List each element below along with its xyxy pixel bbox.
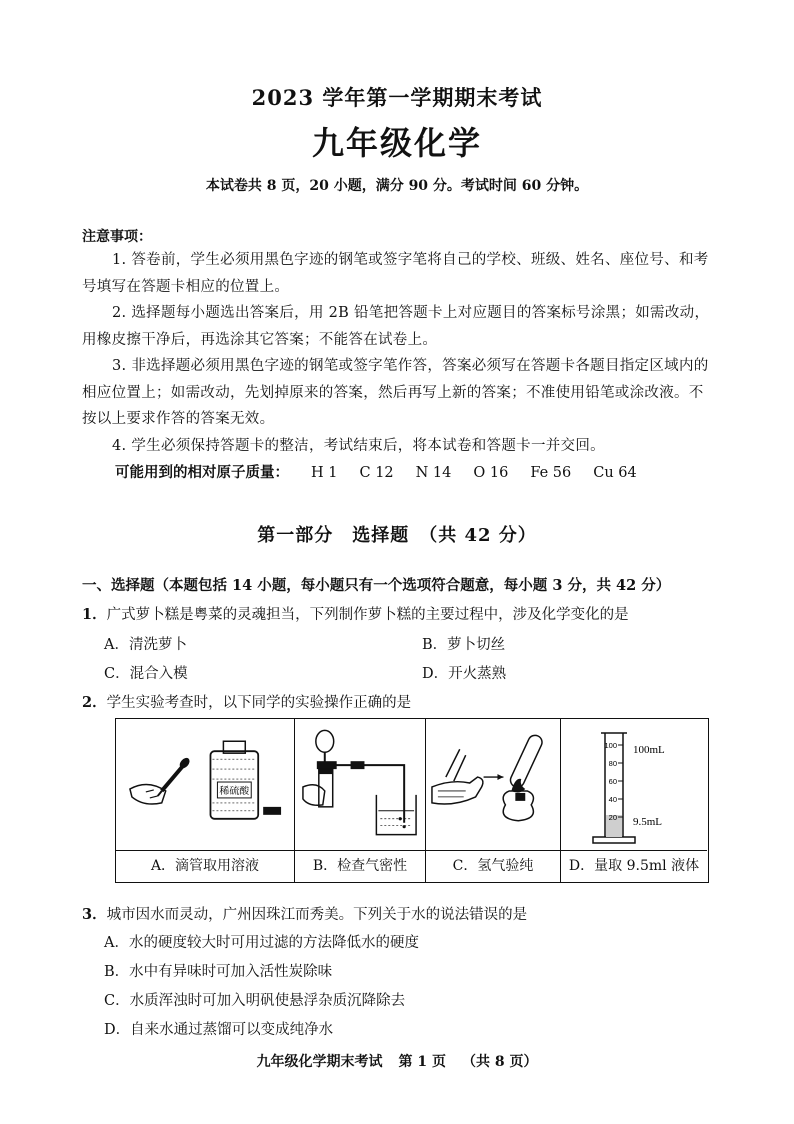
graduated-cylinder-illustration (561, 719, 707, 851)
question-3 (82, 903, 527, 924)
q3-option-a: A．水的硬度较大时可用过滤的方法降低水的硬度 (104, 935, 419, 951)
q1-option-d: D．开火蒸熟 (422, 666, 507, 682)
notes-heading: 注意事项： (82, 229, 152, 245)
question-1 (82, 603, 629, 624)
figure-c-caption: C．氢气验纯 (426, 850, 560, 882)
question-number: 3． (82, 906, 107, 923)
section-heading: 一、选择题（本题包括 14 小题，每小题只有一个选项符合题意，每小题 3 分，共 42 分） (82, 577, 671, 594)
atomic-mass-fe: Fe 56 (530, 465, 572, 481)
experiment-figure-grid (115, 718, 709, 883)
question-stem: 广式萝卜糕是粤菜的灵魂担当，下列制作萝卜糕的主要过程中，涉及化学变化的是 (106, 607, 629, 623)
atomic-mass-c: C 12 (359, 465, 394, 481)
note-item-2: 2. 选择题每小题选出答案后，用 2B 铅笔把答题卡上对应题目的答案标号涂黑；如需改动，用橡皮擦干净后，再选涂其它答案；不能答在试卷上。 (82, 305, 710, 348)
atomic-mass-o: O 16 (473, 465, 509, 481)
figure-d-caption: D．量取 9.5ml 液体 (561, 850, 707, 882)
hydrogen-purity-illustration (426, 719, 560, 851)
note-item-1: 1. 答卷前，学生必须用黑色字迹的钢笔或签字笔将自己的学校、班级、姓名、座位号、和考号填写在答题卡相应的位置上。 (82, 252, 709, 295)
q3-option-d: D．自来水通过蒸馏可以变成纯净水 (104, 1022, 334, 1038)
note-item-3: 3. 非选择题必须用黑色字迹的钢笔或签字笔作答，答案必须写在答题卡各题目指定区域内的相应位置上；如需改动，先划掉原来的答案，然后再写上新的答案；不准使用铅笔或涂改液。不按以上要求作答的答案无效。 (82, 358, 709, 427)
question-number: 2． (82, 694, 107, 711)
figure-c (426, 719, 561, 882)
cylinder-tick-80: 80 (608, 759, 617, 768)
q1-option-b: B．萝卜切丝 (422, 637, 506, 653)
figure-b (295, 719, 426, 882)
q3-option-c: C．水质浑浊时可加入明矾使悬浮杂质沉降除去 (104, 993, 406, 1009)
figure-d (561, 719, 707, 882)
page-footer (0, 1051, 794, 1071)
atomic-mass-n: N 14 (415, 465, 452, 481)
exam-title: 2023 学年第一学期期末考试 (251, 85, 543, 110)
q1-option-c: C．混合入模 (104, 666, 188, 682)
figure-a (116, 719, 295, 882)
cylinder-tick-20: 20 (608, 813, 617, 822)
cylinder-tick-40: 40 (608, 795, 617, 804)
question-stem: 学生实验考查时，以下同学的实验操作正确的是 (106, 695, 412, 711)
note-item-4: 4. 学生必须保持答题卡的整洁，考试结束后，将本试卷和答题卡一并交回。 (112, 438, 605, 454)
cylinder-tick-60: 60 (608, 777, 617, 786)
part-one-heading: 第一部分 选择题 （共 42 分） (257, 525, 537, 546)
q1-option-a: A．清洗萝卜 (104, 637, 187, 653)
atomic-mass-cu: Cu 64 (593, 465, 637, 481)
footer-total-pages: （共 8 页） (462, 1054, 538, 1070)
bottle-label: 稀硫酸 (219, 785, 250, 797)
q3-option-b: B．水中有异味时可加入活性炭除味 (104, 964, 333, 980)
figure-a-caption: A．滴管取用溶液 (116, 850, 294, 882)
exam-info: 本试卷共 8 页，20 小题，满分 90 分。考试时间 60 分钟。 (205, 178, 589, 194)
question-2 (82, 691, 411, 712)
subject-title: 九年级化学 (311, 124, 482, 162)
atomic-mass-h: H 1 (311, 465, 338, 481)
footer-page-number: 第 1 页 (398, 1054, 446, 1070)
dropper-illustration (116, 719, 294, 851)
atomic-mass-label: 可能用到的相对原子质量： (115, 464, 289, 481)
cylinder-capacity-label: 100mL (633, 744, 665, 756)
cylinder-tick-100: 100 (604, 741, 617, 750)
question-number: 1． (82, 606, 107, 623)
atomic-mass-line (115, 461, 637, 482)
airtightness-illustration (295, 719, 425, 851)
question-stem: 城市因水而灵动，广州因珠江而秀美。下列关于水的说法错误的是 (106, 907, 528, 923)
figure-b-caption: B．检查气密性 (295, 850, 425, 882)
cylinder-reading-label: 9.5mL (633, 816, 663, 828)
footer-title: 九年级化学期末考试 (256, 1054, 383, 1070)
